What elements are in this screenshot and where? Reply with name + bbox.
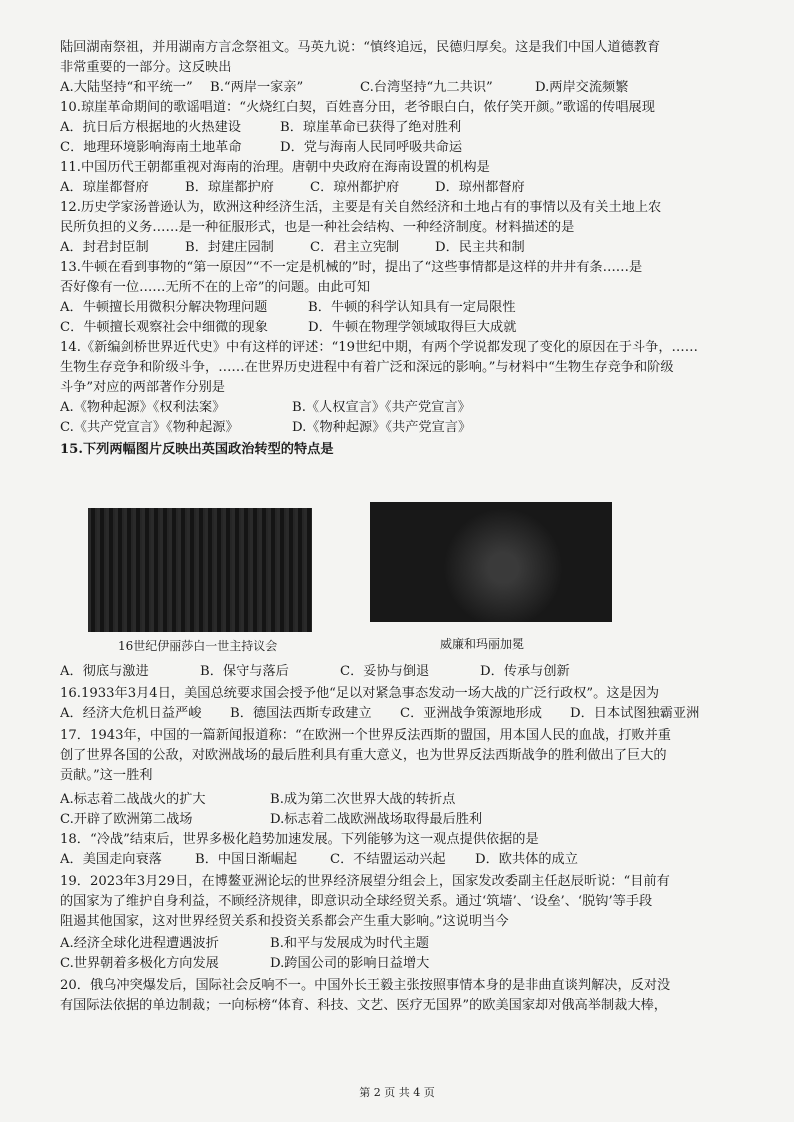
q9-options <box>60 78 750 98</box>
option: A．彻底与激进 <box>60 664 149 679</box>
text-line: 民所负担的义务……是一种征服形式，也是一种社会结构、一种经济制度。材料描述的是 <box>60 220 575 235</box>
option: A.《物种起源》《权利法案》 <box>60 400 226 415</box>
option: B.《人权宣言》《共产党宣言》 <box>292 400 471 415</box>
option: B.成为第二次世界大战的转折点 <box>270 792 456 807</box>
option: D．欧共体的成立 <box>475 852 578 867</box>
q13-stem: 13.牛顿在看到事物的“第一原因”“不一定是机械的”时，提出了“这些事情都是这样的井井有条……是 <box>60 260 643 275</box>
option: D．牛顿在物理学领域取得巨大成就 <box>308 320 517 335</box>
q15-options <box>60 662 750 682</box>
option: C．妥协与倒退 <box>340 664 430 679</box>
option: B．保守与落后 <box>200 664 289 679</box>
option: C.《共产党宣言》《物种起源》 <box>60 420 239 435</box>
option: D．日本试图独霸亚洲 <box>570 706 700 721</box>
q18-stem: 18．“冷战”结束后，世界多极化趋势加速发展。下列能够为这一观点提供依据的是 <box>60 832 539 847</box>
q10-options-row1 <box>60 118 750 138</box>
q14-options-row2 <box>60 418 750 438</box>
option: C．地理环境影响海南土地革命 <box>60 140 242 155</box>
option: A．经济大危机日益严峻 <box>60 706 202 721</box>
text-line: 陆回湖南祭祖，并用湖南方言念祭祖文。马英九说：“慎终追远，民德归厚矣。这是我们中国人道德教育 <box>60 40 661 55</box>
option: C．亚洲战争策源地形成 <box>400 706 542 721</box>
text-line: 否好像有一位……无所不在的上帝”的问题。由此可知 <box>60 280 371 295</box>
william-mary-coronation-photo <box>370 502 612 622</box>
q11-options <box>60 178 750 198</box>
option: A.大陆坚持“和平统一” <box>60 80 193 95</box>
q12-stem: 12.历史学家汤普逊认为，欧洲这种经济生活，主要是有关自然经济和土地占有的事情以及有关土地上农 <box>60 200 662 215</box>
option: C.世界朝着多极化方向发展 <box>60 956 219 971</box>
option: D．琼州都督府 <box>435 180 525 195</box>
q11-stem: 11.中国历代王朝都重视对海南的治理。唐朝中央政府在海南设置的机构是 <box>60 160 490 175</box>
option: C.台湾坚持“九二共识” <box>360 80 493 95</box>
q17-options-row2 <box>60 810 750 830</box>
text-line: 创了世界各国的公敌，对欧洲战场的最后胜利具有重大意义，也为世界反法西斯战争的胜利做出了巨大的 <box>60 748 667 763</box>
option: B．琼崖都护府 <box>185 180 274 195</box>
option: D.标志着二战欧洲战场取得最后胜利 <box>270 812 483 827</box>
option: D.两岸交流频繁 <box>535 80 629 95</box>
option: A．琼崖都督府 <box>60 180 149 195</box>
q19-options-row1 <box>60 934 750 954</box>
q12-options <box>60 238 750 258</box>
text-line: 有国际法依据的单边制裁；一向标榜“体育、科技、文艺、医疗无国界”的欧美国家却对俄高举制裁大棒， <box>60 998 667 1013</box>
text-line: 生物生存竞争和阶级斗争，……在世界历史进程中有着广泛和深远的影响。”与材料中“生物生存竞争和阶级 <box>60 360 674 375</box>
q20-stem: 20．俄乌冲突爆发后，国际社会反响不一。中国外长王毅主张按照事情本身的是非曲直谈判解决，反对没 <box>60 978 671 993</box>
q19-options-row2 <box>60 954 750 974</box>
q17-options-row1 <box>60 790 750 810</box>
q18-options <box>60 850 750 870</box>
option: B．德国法西斯专政建立 <box>230 706 372 721</box>
option: A.经济全球化进程遭遇波折 <box>60 936 219 951</box>
q15-stem: 15.下列两幅图片反映出英国政治转型的特点是 <box>60 442 334 457</box>
q17-stem: 17．1943年，中国的一篇新闻报道称：“在欧洲一个世界反法西斯的盟国，用本国人民的血战，打败并重 <box>60 728 671 743</box>
option: D．传承与创新 <box>480 664 570 679</box>
elizabeth-parliament-photo <box>88 508 312 632</box>
option: D．民主共和制 <box>435 240 525 255</box>
q14-stem: 14.《新编剑桥世界近代史》中有这样的评述：“19世纪中期，有两个学说都发现了变化的原因在于斗争，…… <box>60 340 698 355</box>
option: D．党与海南人民同呼吸共命运 <box>280 140 463 155</box>
q10-options-row2 <box>60 138 750 158</box>
option: B.和平与发展成为时代主题 <box>270 936 429 951</box>
option: D.《物种起源》《共产党宣言》 <box>292 420 472 435</box>
text-line: 非常重要的一部分。这反映出 <box>60 60 232 75</box>
option: C．君主立宪制 <box>310 240 400 255</box>
option: B．中国日渐崛起 <box>195 852 298 867</box>
q10-stem: 10.琼崖革命期间的歌谣唱道：“火烧红白契，百姓喜分田，老爷眼白白，侬仔笑开颜。”歌谣的传唱展现 <box>60 100 655 115</box>
text-line: 阻遏其他国家，这对世界经贸关系和投资关系都会产生重大影响。”这说明当今 <box>60 914 509 929</box>
option: A．美国走向衰落 <box>60 852 162 867</box>
option: B.“两岸一家亲” <box>210 80 304 95</box>
option: A．抗日后方根据地的火热建设 <box>60 120 241 135</box>
page-footer: 第 2 页 共 4 页 <box>359 1086 435 1099</box>
option: A．封君封臣制 <box>60 240 149 255</box>
option: C．不结盟运动兴起 <box>330 852 446 867</box>
q19-stem: 19．2023年3月29日，在博鳌亚洲论坛的世界经济展望分组会上，国家发改委副主任赵辰昕说：“目前有 <box>60 874 670 889</box>
q14-options-row1 <box>60 398 750 418</box>
q13-options-row2 <box>60 318 750 338</box>
q16-stem: 16.1933年3月4日，美国总统要求国会授予他“足以对紧急事态发动一场大战的广泛行政权”。这是因为 <box>60 686 660 701</box>
option: B．琼崖革命已获得了绝对胜利 <box>280 120 462 135</box>
option: D.跨国公司的影响日益增大 <box>270 956 430 971</box>
option: C．琼州都护府 <box>310 180 400 195</box>
q16-options <box>60 704 750 724</box>
text-line: 贡献。”这一胜利 <box>60 768 153 783</box>
option: A.标志着二战战火的扩大 <box>60 792 206 807</box>
text-line: 的国家为了维护自身利益，不顾经济规律，即意识动全球经贸关系。通过‘筑墙’、‘设垒’、‘脱钩’等手段 <box>60 894 653 909</box>
option: B．封建庄园制 <box>185 240 274 255</box>
option: C.开辟了欧洲第二战场 <box>60 812 193 827</box>
text-line: 斗争”对应的两部著作分别是 <box>60 380 225 395</box>
photo2-caption: 威廉和玛丽加冕 <box>440 637 525 651</box>
option: C．牛顿擅长观察社会中细微的现象 <box>60 320 268 335</box>
option: B．牛顿的科学认知具有一定局限性 <box>308 300 516 315</box>
option: A．牛顿擅长用微积分解决物理问题 <box>60 300 268 315</box>
q13-options-row1 <box>60 298 750 318</box>
photo1-caption: 16世纪伊丽莎白一世主持议会 <box>118 639 278 653</box>
